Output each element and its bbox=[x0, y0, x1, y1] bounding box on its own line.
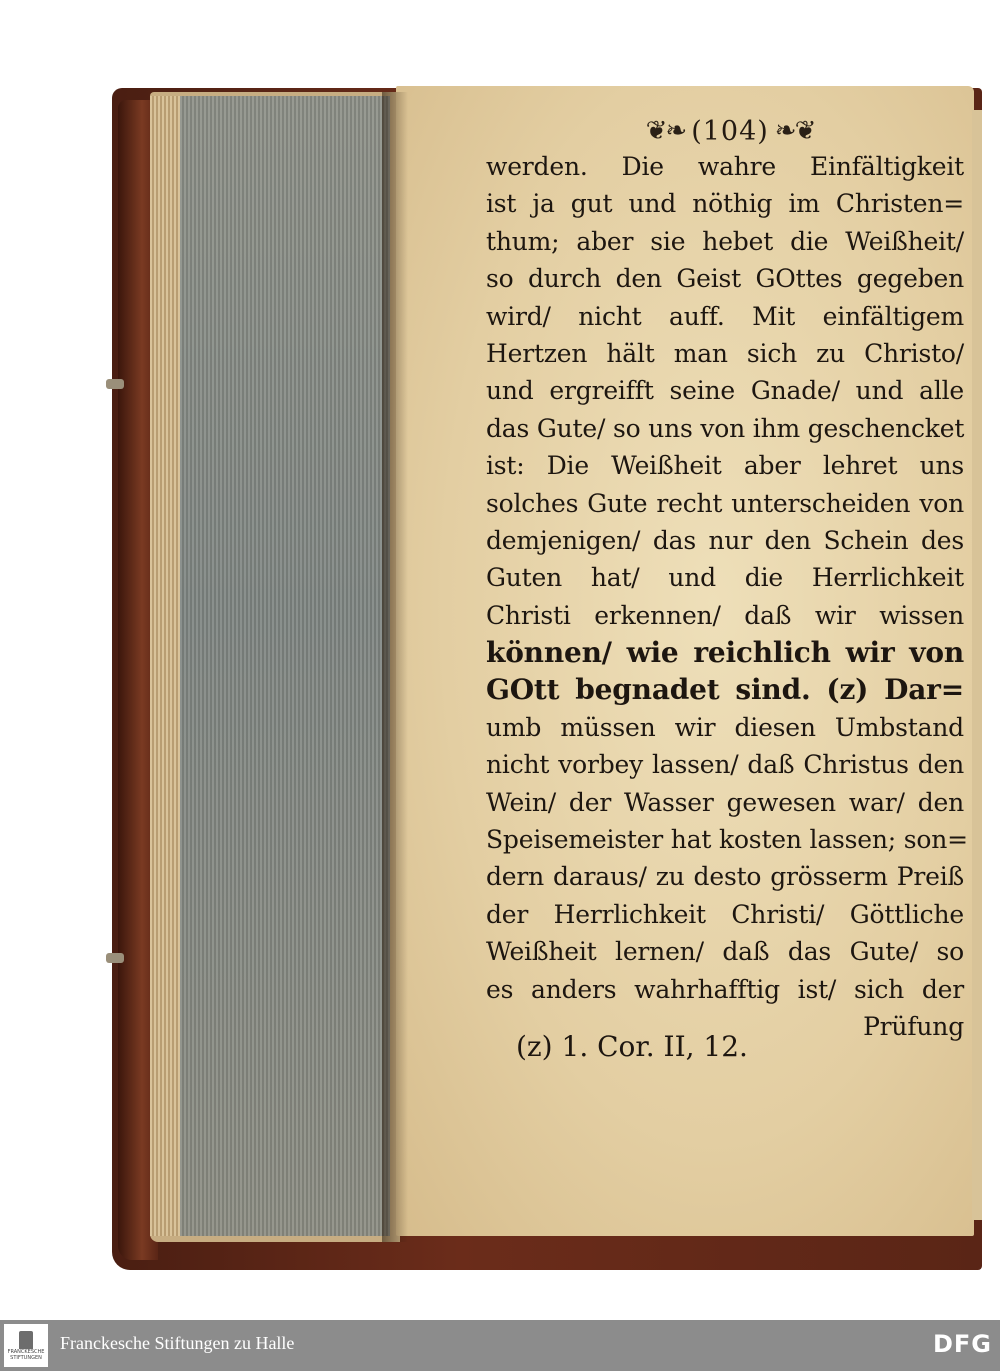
text-line: nicht vorbey lassen/ daß Christus den bbox=[486, 750, 964, 780]
text-line: ist ja gut und nöthig im Christen= bbox=[486, 189, 964, 219]
text-line: es anders wahrhafftig ist/ sich der bbox=[486, 974, 964, 1004]
text-line: demjenigen/ das nur den Schein des bbox=[486, 525, 964, 555]
text-line: wird/ nicht auff. Mit einfältigem bbox=[486, 301, 964, 331]
text-line: Weißheit lernen/ daß das Gute/ so bbox=[486, 937, 964, 967]
logo-text: FRANCKESCHE STIFTUNGEN bbox=[7, 1348, 45, 1361]
gutter-shadow bbox=[382, 92, 408, 1242]
text-line: solches Gute recht unterscheiden von bbox=[486, 488, 964, 518]
catchword: Prüfung bbox=[863, 1011, 964, 1041]
text-line: dern daraus/ zu desto grösserm Preiß bbox=[486, 862, 964, 892]
ornament-left-icon: ❦❧ bbox=[645, 116, 686, 146]
footnote: (z) 1. Cor. II, 12. bbox=[516, 1030, 748, 1063]
clasp-pin bbox=[106, 379, 124, 389]
text-line: Guten hat/ und die Herrlichkeit bbox=[486, 563, 964, 593]
page-edges bbox=[180, 96, 390, 1236]
clasp-pin bbox=[106, 953, 124, 963]
ornament-right-icon: ❧❦ bbox=[774, 116, 815, 146]
text-line: der Herrlichkeit Christi/ Göttliche bbox=[486, 899, 964, 929]
next-leaf-edge bbox=[972, 110, 982, 1220]
footer-bar bbox=[0, 1320, 1000, 1371]
text-block bbox=[486, 148, 968, 1045]
page-edges-left bbox=[150, 96, 182, 1236]
page-number: (104) bbox=[691, 115, 769, 147]
text-line: und ergreifft seine Gnade/ und alle bbox=[486, 376, 964, 406]
text-line-emphasis: können/ wie reichlich wir von bbox=[486, 636, 964, 670]
institution-name[interactable]: Franckesche Stiftungen zu Halle bbox=[60, 1333, 295, 1353]
text-line: thum; aber sie hebet die Weißheit/ bbox=[486, 226, 964, 256]
dfg-logo[interactable]: DFG bbox=[932, 1330, 992, 1358]
text-line: das Gute/ so uns von ihm geschencket bbox=[486, 413, 965, 443]
text-line: so durch den Geist GOttes gegeben bbox=[486, 264, 964, 294]
text-line: umb müssen wir diesen Umbstand bbox=[486, 712, 964, 742]
text-line: Speisemeister hat kosten lassen; son= bbox=[486, 825, 968, 855]
text-line: ist: Die Weißheit aber lehret uns bbox=[486, 451, 964, 481]
text-line: werden. Die wahre Einfältigkeit bbox=[486, 152, 964, 181]
text-line: Wein/ der Wasser gewesen war/ den bbox=[486, 787, 964, 817]
text-line-emphasis: GOtt begnadet sind. (z) Dar= bbox=[486, 673, 964, 707]
text-line: Christi erkennen/ daß wir wissen bbox=[486, 600, 964, 630]
institution-logo[interactable] bbox=[4, 1324, 48, 1367]
text-line: Hertzen hält man sich zu Christo/ bbox=[486, 338, 964, 368]
building-icon bbox=[19, 1331, 33, 1349]
